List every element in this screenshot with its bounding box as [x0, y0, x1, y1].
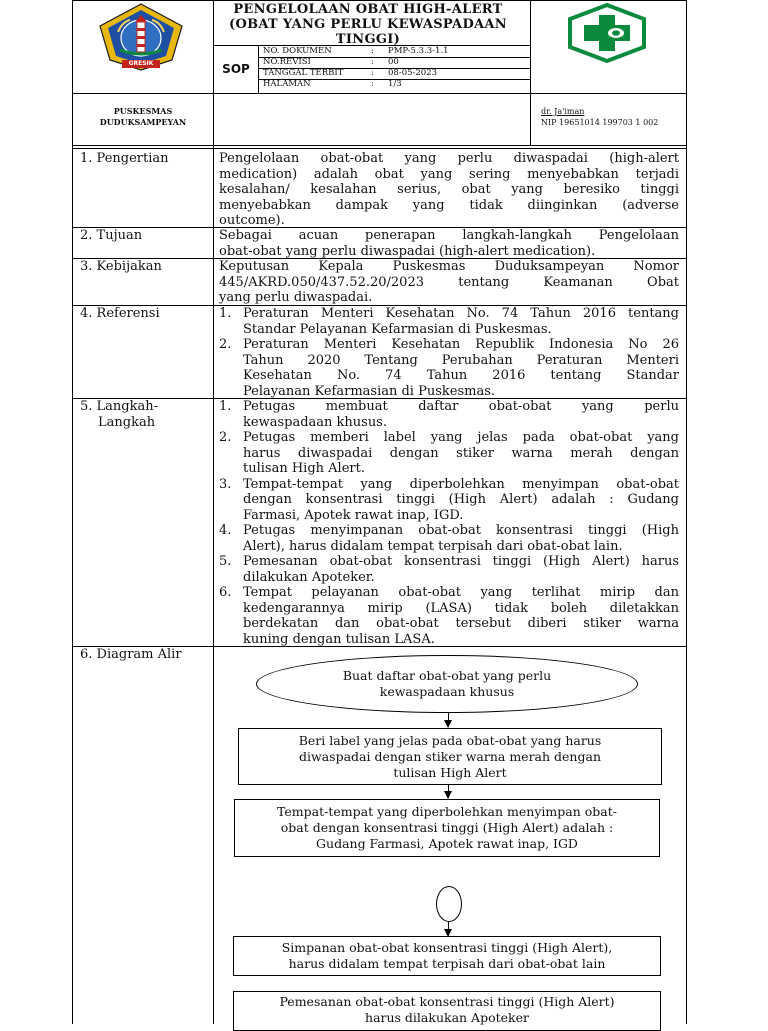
flowchart-arrow — [448, 785, 449, 798]
organization-name — [74, 106, 212, 128]
document-title-line-2: (OBAT YANG PERLU KEWASPADAAN — [229, 17, 507, 32]
text-line: dilakukan Apoteker. — [243, 569, 375, 585]
section-text-pengertian — [219, 151, 679, 229]
text-line: kewaspadaan khusus. — [243, 414, 387, 430]
text-line: obat-obat yang perlu diwaspadai (high-alert medication). — [219, 243, 596, 259]
meta-label: NO.REVISI — [263, 57, 311, 67]
text-line: Peraturan Menteri Kesehatan Republik Indonesia No 26 — [243, 337, 679, 352]
text-line: kesalahan/ kesalahan serius, obat yang beresiko tinggi — [219, 182, 679, 197]
gresik-logo-text: GRESIK — [128, 60, 154, 67]
text-line: Keputusan Kepala Puskesmas Duduksampeyan Nomor — [219, 259, 679, 274]
flowchart-step-box — [234, 799, 660, 857]
organization-line-1: PUSKESMAS — [113, 106, 173, 116]
text-line: medication) adalah obat yang sering menyebabkan terjadi — [219, 166, 679, 182]
list-item — [219, 430, 679, 477]
flowchart-step-line: harus dilakukan Apoteker — [365, 1010, 529, 1025]
gresik-regency-logo — [96, 2, 186, 72]
text-line: kuning dengan tulisan LASA. — [243, 631, 435, 647]
section-text-tujuan — [219, 228, 679, 259]
meta-row-issue-date — [259, 68, 521, 79]
label-line: 5. Langkah- — [80, 399, 159, 414]
meta-value: 1/3 — [388, 79, 402, 89]
flowchart-start-oval — [256, 655, 638, 713]
document-title-line-3: TINGGI) — [335, 32, 401, 47]
flowchart-step-line: Pemesanan obat-obat konsentrasi tinggi (High Alert) — [279, 994, 615, 1009]
section-label-kebijakan: 3. Kebijakan — [80, 259, 162, 274]
list-number: 2. — [219, 337, 232, 352]
label-line: Langkah — [98, 414, 156, 430]
signer-name: dr. Ja'iman — [541, 107, 585, 116]
list-number: 3. — [219, 476, 232, 492]
list-item — [219, 337, 679, 399]
text-line: Petugas membuat daftar obat-obat yang perlu — [243, 399, 679, 414]
flowchart-step-line: obat dengan konsentrasi tinggi (High Alert) adalah : — [280, 820, 614, 835]
text-line: Pemesanan obat-obat konsentrasi tinggi (High Alert) harus — [243, 554, 679, 569]
flowchart-step-line: diwaspadai dengan stiker warna merah dengan — [299, 748, 601, 764]
text-line: Kesehatan No. 74 Tahun 2016 tentang Standar — [243, 368, 679, 383]
organization-line-2: DUDUKSAMPEYAN — [99, 117, 187, 127]
text-line: menyebabkan dampak yang tidak diinginkan (adverse — [219, 197, 679, 213]
flowchart-connector-circle — [436, 886, 462, 922]
section-label-langkah — [80, 399, 158, 430]
section-label-pengertian: 1. Pengertian — [80, 151, 169, 166]
section-text-kebijakan — [219, 259, 679, 306]
text-line: Alert), harus didalam tempat terpisah dari obat-obat lain. — [243, 538, 623, 554]
text-line: Tahun 2020 Tentang Perubahan Peraturan Menteri — [243, 352, 679, 368]
meta-separator: : — [371, 57, 374, 67]
flowchart-step-line: Tempat-tempat yang diperbolehkan menyimpan obat- — [277, 804, 617, 819]
flowchart-step-line: tulisan High Alert — [393, 764, 507, 780]
list-number: 6. — [219, 585, 232, 600]
text-line: Farmasi, Apotek rawat inap, IGD. — [243, 507, 464, 523]
signature-block — [541, 106, 683, 128]
text-line: Peraturan Menteri Kesehatan No. 74 Tahun 2016 tentang — [243, 306, 679, 321]
sop-label: SOP — [222, 62, 250, 76]
meta-separator: : — [371, 79, 374, 89]
text-line: Tempat-tempat yang diperbolehkan menyimpan obat-obat — [243, 476, 679, 492]
list-number: 1. — [219, 306, 232, 321]
section-label-tujuan: 2. Tujuan — [80, 228, 143, 243]
list-item — [219, 585, 679, 647]
list-number: 2. — [219, 430, 232, 445]
flowchart-arrow — [448, 713, 449, 727]
signer-nip: NIP 19651014 199703 1 002 — [541, 118, 659, 127]
flowchart-step-line: Simpanan obat-obat konsentrasi tinggi (High Alert), — [281, 940, 613, 955]
flowchart-step-line: Buat daftar obat-obat yang perlu — [342, 668, 552, 683]
meta-row-revision — [259, 57, 521, 68]
puskesmas-logo — [566, 3, 648, 63]
list-number: 4. — [219, 523, 232, 538]
text-line: dengan konsentrasi tinggi (High Alert) adalah : Gudang — [243, 492, 679, 507]
text-line: Petugas memberi label yang jelas pada obat-obat yang — [243, 430, 679, 445]
meta-label: NO. DOKUMEN — [263, 46, 332, 56]
flowchart-step-line: Gudang Farmasi, Apotek rawat inap, IGD — [316, 836, 578, 851]
meta-label: HALAMAN — [263, 79, 311, 89]
meta-value: 00 — [388, 57, 399, 67]
list-item — [219, 523, 679, 554]
text-line: Pelayanan Kefarmasian di Puskesmas. — [243, 383, 496, 399]
document-title — [215, 2, 521, 47]
section-list-langkah — [219, 399, 679, 647]
flowchart-step-line: Beri label yang jelas pada obat-obat yang harus — [298, 732, 602, 748]
flowchart-step-line: harus didalam tempat terpisah dari obat-obat lain — [288, 956, 606, 971]
list-item — [219, 477, 679, 524]
list-number: 5. — [219, 554, 232, 569]
text-line: Standar Pelayanan Kefarmasian di Puskesmas. — [243, 321, 552, 337]
text-line: Sebagai acuan penerapan langkah-langkah Pengelolaan — [219, 228, 679, 243]
document-title-line-1: PENGELOLAAN OBAT HIGH-ALERT — [233, 2, 503, 17]
flowchart-arrow — [448, 922, 449, 936]
text-line: kedengarannya mirip (LASA) tidak boleh diletakkan — [243, 600, 679, 616]
text-line: 445/AKRD.050/437.52.20/2023 tentang Keamanan Obat — [219, 274, 679, 290]
flowchart-step-box — [233, 936, 661, 976]
meta-label: TANGGAL TERBIT — [263, 68, 344, 78]
flowchart-step-line: kewaspadaan khusus — [379, 684, 515, 699]
list-item — [219, 306, 679, 337]
text-line: Pengelolaan obat-obat yang perlu diwaspadai (high-alert — [219, 151, 679, 166]
flowchart-step-box — [238, 728, 662, 785]
list-item — [219, 554, 679, 585]
text-line: harus diwaspadai dengan stiker warna merah dengan — [243, 445, 679, 461]
list-number: 1. — [219, 399, 232, 414]
flowchart-step-box — [233, 991, 661, 1031]
meta-separator: : — [371, 68, 374, 78]
text-line: yang perlu diwaspadai. — [219, 290, 373, 305]
meta-row-page — [259, 79, 521, 90]
section-list-referensi — [219, 306, 679, 399]
meta-row-document-number — [259, 46, 521, 57]
text-line: berdekatan dan obat-obat tersebut diberi stiker warna — [243, 616, 679, 631]
meta-value: 08-05-2023 — [388, 68, 438, 78]
section-label-referensi: 4. Referensi — [80, 306, 160, 321]
text-line: Tempat pelayanan obat-obat yang terlihat mirip dan — [243, 585, 679, 600]
meta-separator: : — [371, 46, 374, 56]
text-line: outcome). — [219, 213, 285, 228]
text-line: tulisan High Alert. — [243, 461, 365, 476]
list-item — [219, 399, 679, 430]
text-line: Petugas menyimpanan obat-obat konsentrasi tinggi (High — [243, 523, 679, 538]
section-label-diagram: 6. Diagram Alir — [80, 647, 182, 662]
meta-value: PMP-5.3.3-1.1 — [388, 46, 449, 56]
